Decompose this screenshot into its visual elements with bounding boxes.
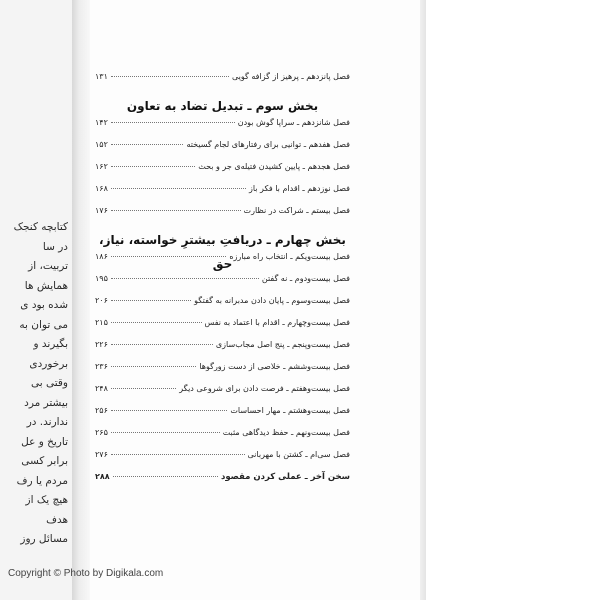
- toc-entry: [95, 274, 350, 296]
- toc-entry: [95, 450, 350, 472]
- leader-dots: [111, 454, 245, 455]
- leader-dots: [111, 144, 184, 145]
- leader-dots: [111, 210, 241, 211]
- left-page-line: برابر کسی: [21, 455, 68, 467]
- left-page-line: مردم یا رف: [16, 474, 68, 487]
- toc-entry-page: ۲۸۸: [95, 472, 110, 481]
- leader-dots: [111, 432, 220, 433]
- leader-dots: [111, 366, 196, 367]
- toc-entry-page: ۱۵۲: [95, 140, 108, 149]
- toc-entry-title: فصل بیست‌وهفتم ـ فرصت دادن برای شروعی دیگر: [179, 384, 350, 393]
- toc-entry-title: فصل بیست‌وچهارم ـ اقدام با اعتماد به نفس: [204, 318, 350, 327]
- leader-dots: [111, 122, 235, 123]
- toc-entry-page: ۱۶۸: [95, 184, 108, 193]
- table-of-contents: [95, 72, 350, 494]
- toc-entry-page: ۲۰۶: [95, 296, 108, 305]
- book-gutter: [72, 0, 90, 600]
- leader-dots: [111, 322, 202, 323]
- left-page-line: کتابچه کنجک: [13, 221, 68, 233]
- toc-entry-title: فصل بیست‌وهشتم ـ مهار احساسات: [230, 406, 350, 415]
- section-heading: بخش سوم ـ تبدیل تضاد به تعاون: [126, 99, 319, 113]
- left-page-line: می توان به: [19, 318, 68, 331]
- section-heading: بخش چهارم ـ دریافتِ بیشترِ خواسته، نیاز، حق: [99, 233, 346, 271]
- toc-entry-page: ۲۲۶: [95, 340, 108, 349]
- toc-entry-title: فصل بیست‌وسوم ـ پایان دادن مدبرانه به گفتگو: [194, 296, 350, 305]
- left-page-line: شده بود ی: [20, 299, 68, 311]
- toc-entry-page: ۱۹۵: [95, 274, 108, 283]
- leader-dots: [111, 410, 227, 411]
- toc-entry: [95, 118, 350, 140]
- left-page-line: برخوردی: [29, 357, 68, 370]
- toc-entry-title: سخن آخر ـ عملی کردن مقصود: [220, 472, 350, 482]
- leader-dots: [111, 278, 259, 279]
- left-page-line: بگیرند و: [33, 338, 68, 350]
- left-page-line: وقتی بی: [30, 377, 68, 389]
- toc-entry-title: فصل بیستم ـ شراکت در نظارت: [243, 206, 350, 215]
- toc-entry-title: فصل سی‌ام ـ کشتن با مهربانی: [247, 450, 350, 459]
- toc-entry: [95, 72, 350, 94]
- toc-entry-page: ۲۶۵: [95, 428, 108, 437]
- page-edge: [420, 0, 426, 600]
- toc-entry-title: فصل بیست‌ودوم ـ نه گفتن: [261, 274, 350, 283]
- toc-entry-page: ۱۸۶: [95, 252, 108, 261]
- toc-entry: [95, 428, 350, 450]
- leader-dots: [111, 76, 229, 77]
- toc-entry: [95, 340, 350, 362]
- toc-entry-title: فصل بیست‌ونهم ـ حفظ دیدگاهی مثبت: [222, 428, 350, 437]
- left-page-line: بیشتر مرد: [24, 396, 68, 409]
- photo-copyright: Copyright © Photo by Digikala.com: [8, 568, 164, 579]
- toc-entry-title: فصل پانزدهم ـ پرهیز از گزافه گویی: [232, 72, 350, 81]
- leader-dots: [111, 388, 176, 389]
- leader-dots: [111, 256, 226, 257]
- toc-entry-page: ۲۴۸: [95, 384, 108, 393]
- toc-entry-title: فصل هجدهم ـ پایین کشیدن فتیله‌ی جر و بحث: [198, 162, 350, 171]
- left-page-line: ندارند. در: [26, 416, 68, 428]
- leader-dots: [111, 344, 213, 345]
- toc-entry: [95, 162, 350, 184]
- toc-entry: [95, 184, 350, 206]
- left-page-line: همایش ها: [24, 279, 68, 292]
- toc-entry: [95, 206, 350, 228]
- toc-entry: [95, 406, 350, 428]
- toc-entry-page: ۱۷۶: [95, 206, 108, 215]
- left-book-page: [0, 0, 73, 600]
- toc-entry-page: ۱۴۲: [95, 118, 108, 127]
- toc-entry-page: ۱۶۲: [95, 162, 108, 171]
- leader-dots: [111, 188, 246, 189]
- left-page-line: در سا: [42, 240, 68, 253]
- toc-entry-page: ۲۳۶: [95, 362, 108, 371]
- left-page-line: تربیت، از: [28, 260, 68, 272]
- toc-entry-page: ۲۷۶: [95, 450, 108, 459]
- left-page-line: هدف: [46, 513, 68, 526]
- left-page-line: تاریخ و عل: [21, 435, 68, 448]
- toc-entry-page: ۲۱۵: [95, 318, 108, 327]
- toc-entry: [95, 296, 350, 318]
- toc-entry-title: فصل شانزدهم ـ سراپا گوش بودن: [237, 118, 350, 127]
- leader-dots: [111, 166, 195, 167]
- toc-entry-title: فصل نوزدهم ـ اقدام با فکر باز: [248, 184, 350, 193]
- toc-entry-title: فصل هفدهم ـ توانیی برای رفتارهای لجام گسیخته: [186, 140, 350, 149]
- left-page-line: هیچ یک از: [25, 494, 68, 506]
- toc-entry-page: ۱۳۱: [95, 72, 108, 81]
- left-page-text: [0, 218, 68, 550]
- leader-dots: [111, 300, 191, 301]
- toc-entry-title: فصل بیست‌ویکم ـ انتخاب راه مبارزه: [229, 252, 350, 261]
- toc-entry: [95, 384, 350, 406]
- toc-entry-final: [95, 472, 350, 494]
- toc-entry: [95, 318, 350, 340]
- left-page-line: مسائل روز: [20, 533, 68, 545]
- leader-dots: [113, 476, 218, 477]
- toc-entry-title: فصل بیست‌وپنجم ـ پنج اصل مجاب‌سازی: [215, 340, 350, 349]
- toc-entry: [95, 362, 350, 384]
- toc-entry-page: ۲۵۶: [95, 406, 108, 415]
- toc-entry: [95, 140, 350, 162]
- toc-entry-title: فصل بیست‌وششم ـ خلاصی از دست زورگوها: [199, 362, 350, 371]
